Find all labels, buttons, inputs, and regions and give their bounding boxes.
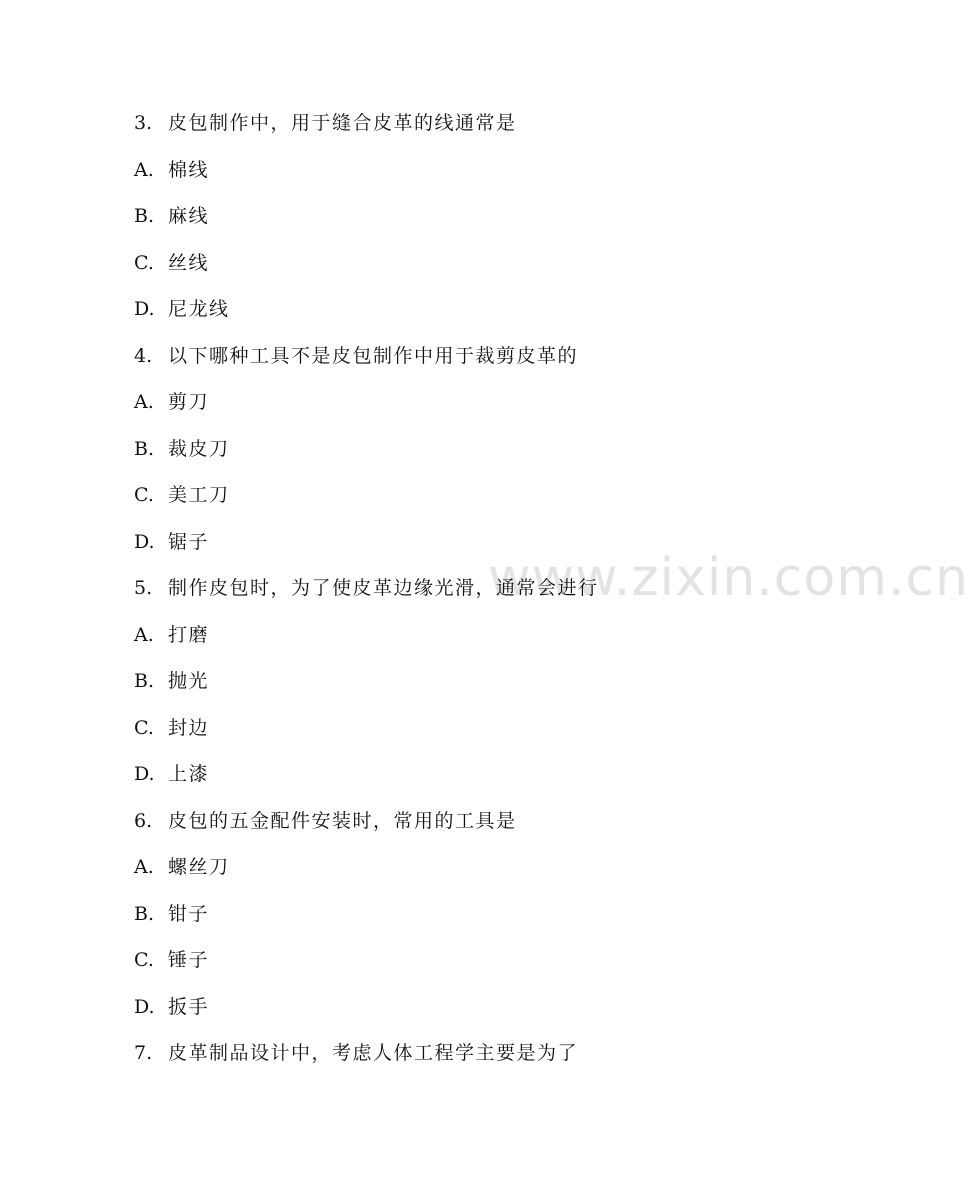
- option-letter: A.: [134, 856, 154, 878]
- question-text: 皮包制作中，用于缝合皮革的线通常是: [168, 112, 517, 134]
- option-text: 美工刀: [168, 484, 230, 506]
- question-stem: [134, 801, 599, 848]
- answer-option: [134, 708, 599, 755]
- question-list: [134, 103, 599, 1080]
- answer-option: [134, 150, 599, 197]
- option-text: 丝线: [168, 251, 210, 274]
- answer-option: [134, 382, 599, 429]
- option-text: 锯子: [168, 530, 210, 553]
- answer-option: [134, 243, 599, 290]
- question-stem: [134, 1033, 599, 1080]
- option-letter: D.: [134, 530, 155, 553]
- answer-option: [134, 661, 599, 708]
- option-text: 裁皮刀: [168, 437, 230, 460]
- option-letter: D.: [134, 298, 155, 320]
- answer-option: [134, 429, 599, 476]
- answer-option: [134, 615, 599, 662]
- option-text: 尼龙线: [168, 298, 230, 320]
- option-letter: B.: [134, 670, 155, 692]
- question-stem: [134, 103, 599, 150]
- option-letter: A.: [134, 391, 154, 413]
- question-text: 制作皮包时，为了使皮革边缘光滑，通常会进行: [168, 577, 599, 599]
- answer-option: [134, 196, 599, 243]
- option-text: 封边: [168, 716, 210, 739]
- option-letter: C.: [134, 716, 154, 739]
- option-letter: B.: [134, 902, 155, 925]
- question-number: 7.: [134, 1042, 153, 1064]
- answer-option: [134, 847, 599, 894]
- option-letter: B.: [134, 437, 155, 460]
- option-letter: C.: [134, 484, 154, 506]
- option-text: 剪刀: [168, 391, 210, 413]
- option-text: 棉线: [168, 158, 210, 181]
- question-number: 4.: [134, 344, 153, 367]
- option-text: 钳子: [168, 902, 210, 925]
- option-text: 上漆: [168, 763, 210, 785]
- option-letter: A.: [134, 158, 154, 181]
- option-letter: C.: [134, 251, 154, 274]
- answer-option: [134, 754, 599, 801]
- question-number: 5.: [134, 577, 153, 599]
- option-letter: C.: [134, 949, 154, 971]
- option-text: 扳手: [168, 995, 210, 1018]
- option-text: 锤子: [168, 949, 210, 971]
- option-text: 打磨: [168, 623, 210, 646]
- answer-option: [134, 987, 599, 1034]
- answer-option: [134, 940, 599, 987]
- option-letter: B.: [134, 205, 155, 227]
- option-letter: D.: [134, 995, 155, 1018]
- question-number: 6.: [134, 809, 153, 832]
- option-letter: A.: [134, 623, 154, 646]
- question-text: 皮革制品设计中，考虑人体工程学主要是为了: [168, 1042, 579, 1064]
- watermark: www.zixin.com.cn: [488, 548, 969, 608]
- question-text: 皮包的五金配件安装时，常用的工具是: [168, 809, 517, 832]
- option-letter: D.: [134, 763, 155, 785]
- question-stem: [134, 336, 599, 383]
- answer-option: [134, 894, 599, 941]
- question-number: 3.: [134, 112, 153, 134]
- question-text: 以下哪种工具不是皮包制作中用于裁剪皮革的: [168, 344, 579, 367]
- answer-option: [134, 475, 599, 522]
- option-text: 螺丝刀: [168, 856, 230, 878]
- answer-option: [134, 289, 599, 336]
- option-text: 麻线: [168, 205, 210, 227]
- question-stem: [134, 568, 599, 615]
- answer-option: [134, 522, 599, 569]
- option-text: 抛光: [168, 670, 210, 692]
